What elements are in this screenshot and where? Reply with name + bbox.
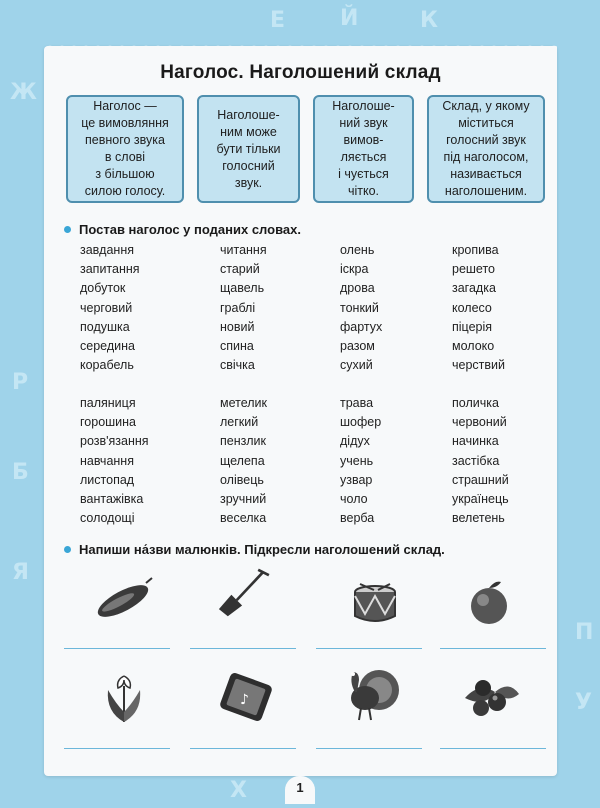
info-box-2: [197, 95, 300, 203]
word-item[interactable]: решето: [452, 262, 496, 277]
info-box-line: це вимовляння: [81, 116, 169, 130]
word-item[interactable]: черствий: [452, 358, 505, 373]
word-item[interactable]: метелик: [220, 396, 267, 410]
word-item[interactable]: пензлик: [220, 434, 266, 449]
info-box-line: ним може: [220, 124, 277, 139]
page-number: 1: [285, 776, 315, 804]
word-item[interactable]: трава: [340, 396, 374, 410]
word-item[interactable]: листопад: [80, 472, 135, 487]
info-box-line: Наголоше-: [332, 99, 395, 113]
bg-letter: Х: [230, 778, 247, 803]
info-box-line: Наголоше-: [217, 107, 280, 122]
word-item[interactable]: щавель: [220, 281, 265, 296]
word-item[interactable]: кропива: [452, 243, 499, 257]
word-item[interactable]: легкий: [220, 415, 259, 430]
task-2-text: Напиши на́зви малюнків. Підкресли наголошений склад.: [79, 542, 445, 557]
info-box-line: в слові: [104, 150, 146, 164]
word-item[interactable]: спина: [220, 338, 254, 353]
answer-line[interactable]: [64, 648, 170, 649]
word-item[interactable]: молоко: [452, 338, 495, 353]
word-column: [220, 394, 340, 528]
word-item[interactable]: вантажівка: [80, 491, 144, 506]
answer-line[interactable]: [190, 648, 296, 649]
word-item[interactable]: читання: [220, 243, 267, 257]
info-box-text: [442, 98, 529, 200]
word-item[interactable]: верба: [340, 511, 375, 526]
info-box-1: [66, 95, 184, 203]
bg-letter: Й: [340, 6, 359, 31]
info-box-line: звук.: [234, 175, 263, 190]
word-item[interactable]: поличка: [452, 396, 499, 410]
info-box-line: вимов-: [343, 133, 384, 147]
bg-letter: Б: [12, 460, 29, 485]
word-item[interactable]: страшний: [452, 472, 509, 487]
svg-text:♪: ♪: [240, 692, 249, 708]
paper-scalloped-edge: [44, 40, 557, 52]
task-1-text: Постав наголос у поданих словах.: [79, 222, 301, 237]
bg-letter: Р: [12, 370, 29, 395]
info-box-line: під наголосом,: [443, 150, 529, 164]
word-item[interactable]: загадка: [452, 281, 496, 296]
info-box-4: [427, 95, 545, 203]
info-box-line: чітко.: [347, 184, 380, 198]
word-column: [452, 241, 572, 375]
info-box-text: [332, 98, 394, 200]
orange-icon: [455, 578, 525, 628]
info-box-line: і чується: [338, 167, 389, 181]
word-item[interactable]: українець: [452, 491, 509, 506]
word-item[interactable]: щелепа: [220, 453, 265, 468]
bg-letter: Я: [12, 560, 29, 585]
word-item[interactable]: завдання: [80, 243, 135, 257]
word-item[interactable]: іскра: [340, 262, 369, 277]
turkey-icon: [335, 662, 405, 724]
bullet-icon: [64, 226, 71, 233]
word-item[interactable]: дрова: [340, 281, 375, 296]
word-item[interactable]: олень: [340, 243, 375, 257]
bullet-icon: [64, 546, 71, 553]
word-item[interactable]: тонкий: [340, 300, 379, 315]
word-item[interactable]: олівець: [220, 472, 264, 487]
word-item[interactable]: начинка: [452, 434, 499, 449]
info-box-line: з більшою: [95, 167, 155, 181]
word-item[interactable]: середина: [80, 338, 135, 353]
info-box-line: силою голосу.: [84, 184, 166, 198]
phone-icon: [210, 672, 280, 722]
word-item[interactable]: піцерія: [452, 319, 493, 334]
drum-icon: [340, 580, 410, 630]
bg-letter: Е: [270, 8, 286, 33]
word-item[interactable]: свічка: [220, 358, 255, 373]
word-column: [80, 241, 200, 375]
info-box-3: [313, 95, 414, 203]
info-box-text: [216, 107, 280, 192]
word-item[interactable]: запитання: [80, 262, 140, 277]
task-1-heading: [64, 222, 301, 237]
cucumber-icon: [88, 575, 158, 625]
word-item[interactable]: горошина: [80, 415, 137, 430]
word-column: [452, 394, 572, 528]
word-item[interactable]: червоний: [452, 415, 507, 430]
info-box-line: бути тільки: [216, 141, 281, 156]
word-item[interactable]: застібка: [452, 453, 500, 468]
word-column: [340, 241, 460, 375]
answer-line[interactable]: [316, 648, 422, 649]
snowdrop-icon: [90, 668, 160, 726]
info-box-line: ний звук: [339, 116, 388, 130]
word-item[interactable]: фартух: [340, 319, 383, 334]
word-item[interactable]: узвар: [340, 472, 373, 487]
answer-line[interactable]: [440, 648, 546, 649]
answer-line[interactable]: [190, 748, 296, 749]
answer-line[interactable]: [316, 748, 422, 749]
word-item[interactable]: паляниця: [80, 396, 136, 410]
info-box-text: [81, 98, 169, 200]
word-item[interactable]: граблі: [220, 300, 256, 315]
info-box-line: голосний: [222, 158, 275, 173]
word-item[interactable]: сухий: [340, 358, 373, 373]
word-item[interactable]: черговий: [80, 300, 133, 315]
chestnut-icon: [455, 668, 525, 724]
info-box-line: називається: [450, 167, 522, 181]
word-item[interactable]: чоло: [340, 491, 368, 506]
word-item[interactable]: веселка: [220, 511, 267, 526]
info-box-line: певного звука: [85, 133, 165, 147]
word-item[interactable]: учень: [340, 453, 374, 468]
info-box-line: Наголос —: [93, 99, 157, 113]
bg-letter: П: [575, 620, 594, 645]
bg-letter: К: [420, 8, 438, 33]
word-item[interactable]: добуток: [80, 281, 126, 296]
info-box-line: голосний звук: [446, 133, 526, 147]
word-item[interactable]: зручний: [220, 491, 267, 506]
info-box-line: ляється: [340, 150, 387, 164]
shovel-icon: [208, 568, 278, 618]
bg-letter: Ж: [10, 80, 37, 105]
word-item[interactable]: новий: [220, 319, 255, 334]
bg-letter: У: [575, 690, 592, 715]
answer-line[interactable]: [440, 748, 546, 749]
word-item[interactable]: разом: [340, 338, 375, 353]
word-column: [220, 241, 340, 375]
page-title: Наголос. Наголошений склад: [160, 62, 441, 83]
word-column: [80, 394, 200, 528]
word-item[interactable]: подушка: [80, 319, 130, 334]
task-2-heading: [64, 542, 445, 557]
word-item[interactable]: старий: [220, 262, 260, 277]
word-item[interactable]: корабель: [80, 358, 134, 373]
word-item[interactable]: розв'язання: [80, 434, 149, 449]
word-item[interactable]: шофер: [340, 415, 382, 430]
info-box-line: міститься: [458, 116, 514, 130]
answer-line[interactable]: [64, 748, 170, 749]
word-item[interactable]: солодощі: [80, 511, 135, 526]
word-column: [340, 394, 460, 528]
info-box-line: наголошеним.: [444, 184, 528, 198]
info-box-line: Склад, у якому: [442, 99, 530, 113]
word-item[interactable]: велетень: [452, 511, 505, 526]
word-item[interactable]: колесо: [452, 300, 492, 315]
word-item[interactable]: дідух: [340, 434, 370, 449]
word-item[interactable]: навчання: [80, 453, 134, 468]
